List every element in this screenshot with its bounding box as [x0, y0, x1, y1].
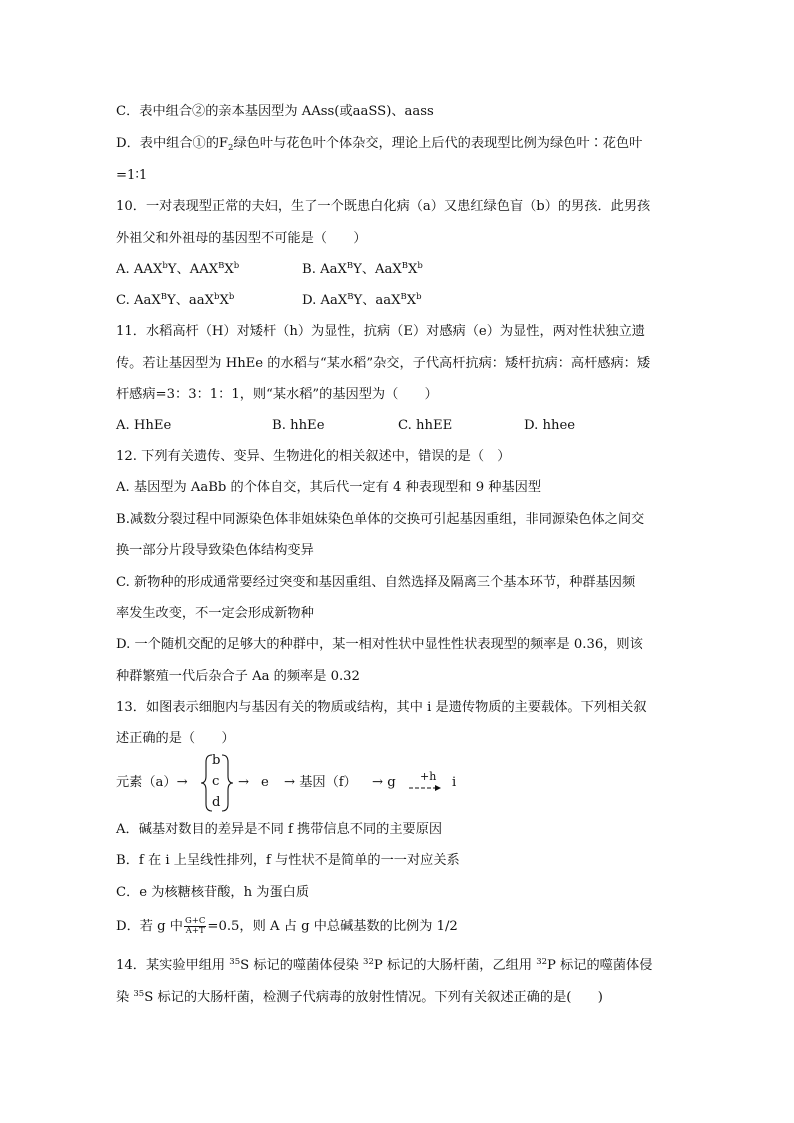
right-brace-icon — [220, 754, 234, 812]
gc-at-fraction: $\frac{G+C}{A+T}$ — [184, 916, 206, 936]
diagram-d: d — [212, 795, 221, 810]
q13-option-a: A．碱基对数目的差异是不同 f 携带信息不同的主要原因 — [116, 822, 443, 837]
q11-stem-cont2: 杆感病=3：3：1：1，则“某水稻”的基因型为（ ） — [116, 387, 438, 402]
q11-stem: 11．水稻高杆（H）对矮杆（h）为显性，抗病（E）对感病（e）为显性，两对性状独立遗 — [116, 324, 645, 339]
q12-option-c-cont: 率发生改变，不一定会形成新物种 — [116, 606, 314, 621]
q13-stem-cont: 述正确的是（ ） — [116, 731, 235, 746]
q10-option-c: C. AaX$^B$Y、$aaX^bX^b$ — [116, 292, 235, 308]
q13-option-c: C．e 为核糖核苷酸，h 为蛋白质 — [116, 885, 310, 900]
q11-option-b: B. hhEe — [272, 418, 325, 433]
diagram-arrow-1: → — [238, 775, 250, 790]
diagram-b: b — [212, 753, 221, 768]
q13-option-b: B．f 在 i 上呈线性排列，f 与性状不是简单的一一对应关系 — [116, 853, 460, 868]
q12-option-d-cont: 种群繁殖一代后杂合子 Aa 的频率是 0.32 — [116, 669, 360, 684]
diagram-c: c — [212, 774, 220, 789]
q10-option-a: A. AAX$^b$Y、$AAX^BX^b$ — [116, 261, 240, 277]
q10-option-d: D. AaX$^B$Y、$aaX^BX^b$ — [302, 292, 422, 308]
q12-stem: 12. 下列有关遗传、变异、生物进化的相关叙述中，错误的是（ ） — [116, 449, 511, 464]
diagram-i: i — [452, 775, 457, 790]
diagram-element-a: 元素（a）→ — [116, 775, 188, 790]
q11-option-d: D. hhee — [524, 418, 576, 433]
diagram-e: e — [261, 775, 269, 790]
q9-option-d: D．表中组合①的$F_2$绿色叶与花色叶个体杂交，理论上后代的表现型比例为绿色叶∶花色叶 — [116, 136, 643, 153]
q10-stem: 10．一对表现型正常的夫妇，生了一个既患白化病（a）又患红绿色盲（b）的男孩．此男孩 — [116, 199, 651, 214]
q12-option-b: B.减数分裂过程中同源染色体非姐妹染色单体的交换可引起基因重组，非同源染色体之间交 — [116, 512, 645, 527]
q12-option-b-cont: 换一部分片段导致染色体结构变异 — [116, 543, 314, 558]
diagram-g: → g — [372, 775, 396, 790]
q11-stem-cont: 传。若让基因型为 HhEe 的水稻与“某水稻”杂交，子代高杆抗病：矮杆抗病：高杆感病：矮 — [116, 356, 651, 371]
q10-option-b: B. AaX$^B$Y、$AaX^BX^b$ — [302, 261, 423, 277]
q9-option-c: C．表中组合②的亲本基因型为 AAss(或aaSS)、aass — [116, 104, 434, 119]
q11-option-a: A. HhEe — [116, 418, 172, 433]
diagram-gene-f: → 基因（f） — [284, 775, 357, 790]
q14-stem-cont: 染 $^{35}$S 标记的大肠杆菌，检测子代病毒的放射性情况。下列有关叙述正确的是( ) — [116, 989, 603, 1005]
q12-option-c: C. 新物种的形成通常要经过突变和基因重组、自然选择及隔离三个基本环节，种群基因频 — [116, 575, 636, 590]
q9-option-d-cont: =1∶1 — [116, 168, 148, 183]
q13-option-d: D．若 g 中 $\frac{G+C}{A+T}$ =0.5，则 A 占 g 中总碱基数的比例为 1/2 — [116, 916, 458, 936]
q13-stem: 13．如图表示细胞内与基因有关的物质或结构，其中 i 是遗传物质的主要载体。下列相关叙 — [116, 700, 647, 715]
gene-relationship-diagram — [116, 750, 476, 816]
q12-option-a: A. 基因型为 AaBb 的个体自交，其后代一定有 4 种表现型和 9 种基因型 — [116, 480, 542, 495]
q11-option-c: C. hhEE — [398, 418, 453, 433]
diagram-plus-h: +h — [420, 770, 437, 783]
q12-option-d: D. 一个随机交配的足够大的种群中，某一相对性状中显性性状表现型的频率是 0.36，则该 — [116, 637, 643, 652]
q14-stem: 14．某实验甲组用 $^{35}$S 标记的噬菌体侵染 $^{32}$P 标记的大肠杆菌，乙组用 $^{32}$P 标记的噬菌体侵 — [116, 957, 653, 973]
dashed-arrow-icon — [408, 784, 442, 792]
q10-stem-cont: 外祖父和外祖母的基因型不可能是（ ） — [116, 231, 367, 246]
